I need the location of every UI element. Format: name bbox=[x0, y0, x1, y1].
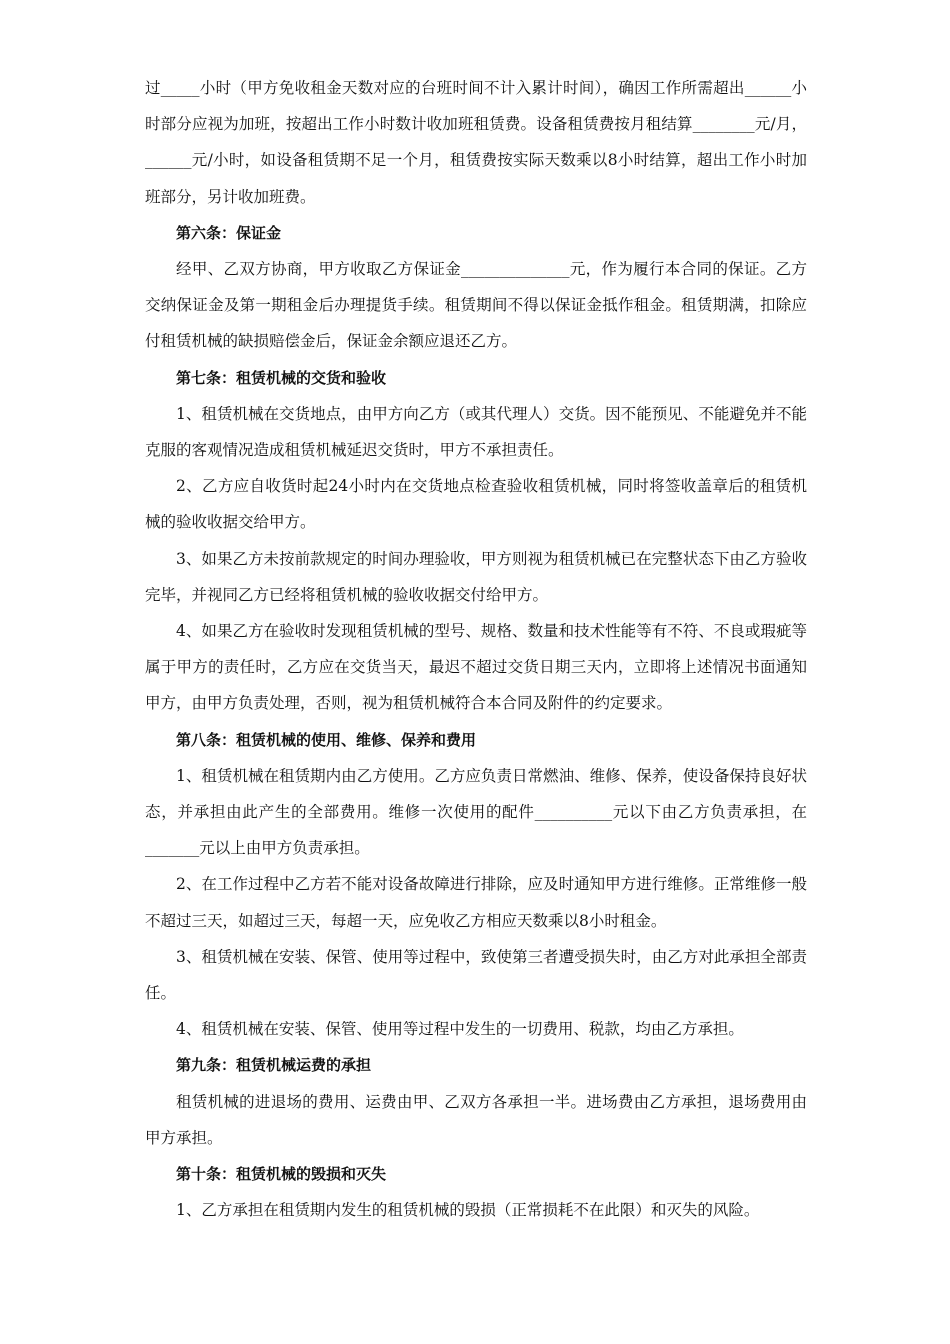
article-heading: 第八条：租赁机械的使用、维修、保养和费用 bbox=[176, 730, 477, 749]
paragraph: 租赁机械的进退场的费用、运费由甲、乙双方各承担一半。进场费由乙方承担，退场费用由甲方承担。 bbox=[145, 1092, 807, 1147]
paragraph: 3、如果乙方未按前款规定的时间办理验收，甲方则视为租赁机械已在完整状态下由乙方验收完毕，并视同乙方已经将租赁机械的验收收据交付给甲方。 bbox=[145, 549, 807, 604]
article-heading: 第六条：保证金 bbox=[176, 223, 282, 242]
paragraph: 1、租赁机械在租赁期内由乙方使用。乙方应负责日常燃油、维修、保养，使设备保持良好状态，并承担由此产生的全部费用。维修一次使用的配件__________元以下由乙方负责承担，在_______元以上由甲方负责承担。 bbox=[145, 766, 807, 858]
paragraph: 3、租赁机械在安装、保管、使用等过程中，致使第三者遭受损失时，由乙方对此承担全部责任。 bbox=[145, 947, 807, 1003]
paragraph: 经甲、乙双方协商，甲方收取乙方保证金______________元，作为履行本合同的保证。乙方交纳保证金及第一期租金后办理提货手续。租赁期间不得以保证金抵作租金。租赁期满，扣除应付租赁机械的缺损赔偿金后，保证金余额应退还乙方。 bbox=[145, 260, 807, 351]
paragraph: 过_____小时（甲方免收租金天数对应的台班时间不计入累计时间），确因工作所需超出______小时部分应视为加班，按超出工作小时数计收加班租赁费。设备租赁费按月租结算________元/月，______元/小时，如设备租赁期不足一个月，租赁费按实际天数乘以8小时结算，超出工作小时加班部分，另计收加班费。 bbox=[145, 79, 807, 206]
document-body bbox=[145, 70, 807, 1229]
article-heading: 第九条：租赁机械运费的承担 bbox=[176, 1056, 372, 1075]
paragraph: 1、乙方承担在租赁期内发生的租赁机械的毁损（正常损耗不在此限）和灭失的风险。 bbox=[176, 1201, 760, 1220]
article-heading: 第七条：租赁机械的交货和验收 bbox=[176, 368, 387, 387]
paragraph: 4、租赁机械在安装、保管、使用等过程中发生的一切费用、税款，均由乙方承担。 bbox=[176, 1020, 744, 1039]
paragraph: 2、乙方应自收货时起24小时内在交货地点检查验收租赁机械，同时将签收盖章后的租赁机械的验收收据交给甲方。 bbox=[145, 477, 807, 532]
article-heading: 第十条：租赁机械的毁损和灭失 bbox=[176, 1165, 387, 1184]
paragraph: 4、如果乙方在验收时发现租赁机械的型号、规格、数量和技术性能等有不符、不良或瑕疵等属于甲方的责任时，乙方应在交货当天，最迟不超过交货日期三天内，立即将上述情况书面通知甲方，由甲方负责处理，否则，视为租赁机械符合本合同及附件的约定要求。 bbox=[145, 622, 807, 713]
paragraph: 1、租赁机械在交货地点，由甲方向乙方（或其代理人）交货。因不能预见、不能避免并不能克服的客观情况造成租赁机械延迟交货时，甲方不承担责任。 bbox=[145, 404, 807, 460]
paragraph: 2、在工作过程中乙方若不能对设备故障进行排除，应及时通知甲方进行维修。正常维修一般不超过三天，如超过三天，每超一天，应免收乙方相应天数乘以8小时租金。 bbox=[145, 875, 807, 930]
